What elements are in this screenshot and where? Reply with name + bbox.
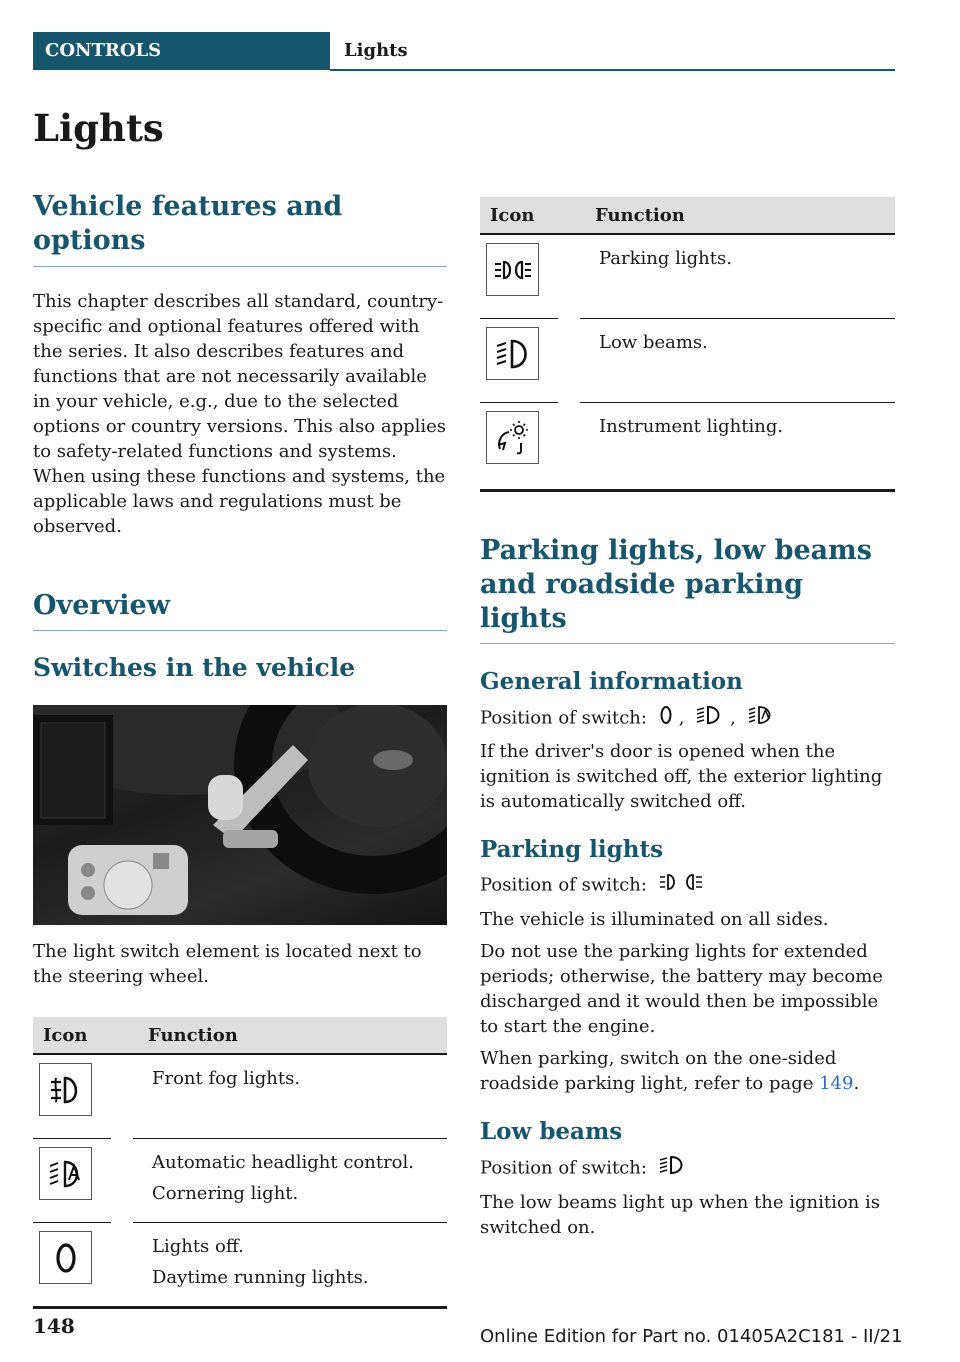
function-text: Front fog lights. [152, 1068, 301, 1090]
automatic-headlight-icon [39, 1147, 92, 1200]
header-chapter-label: Lights [344, 40, 408, 61]
page-title: Lights [33, 106, 164, 150]
parking-position-line [480, 871, 895, 900]
function-text: Lights off. [152, 1236, 244, 1258]
vehicle-features-heading: Vehicle features and options [33, 190, 447, 267]
low-beams-position-line [480, 1154, 895, 1183]
table-row [33, 1054, 447, 1139]
left-column [33, 190, 447, 1309]
function-text: Daytime running lights. [152, 1267, 369, 1289]
position-label: Position of switch: [480, 1157, 647, 1179]
right-icon-table [480, 197, 895, 492]
vehicle-features-body: This chapter describes all standard, country-specific and optional features offered with the series. It also describes features and functions that are not necessarily available in your vehicle, e.g., due to the selected options or country versions. This also applies to safety-related functions and systems. When using these functions and systems, the applicable laws and regulations must be observed. [33, 290, 447, 537]
general-position-line [480, 704, 895, 733]
function-text: Automatic headlight control. [152, 1152, 415, 1174]
general-information-heading: General information [480, 668, 743, 696]
table-header-function: Function [580, 197, 895, 234]
photo-illustration [33, 705, 447, 925]
table-header-function: Function [133, 1017, 447, 1054]
parking-body-2: Do not use the parking lights for extended periods; otherwise, the battery may become discharged and it would then be impossible to start the engine. [480, 941, 883, 1038]
parking-body-1: The vehicle is illuminated on all sides. [480, 909, 829, 931]
parking-lights-icon [486, 243, 539, 296]
function-text: Parking lights. [599, 248, 732, 269]
parking-lights-icon [659, 871, 703, 900]
edition-note: Online Edition for Part no. 01405A2C181 - II/21 [480, 1326, 903, 1347]
page-reference-link[interactable]: 149 [819, 1073, 854, 1095]
general-information-body: If the driver's door is opened when the ignition is switched off, the exterior lighting is automatically switched off. [480, 740, 883, 812]
low-beams-body: The low beams light up when the ignition is switched on. [480, 1192, 880, 1239]
table-header-icon: Icon [33, 1017, 111, 1054]
parking-section-heading: Parking lights, low beams and roadside parking lights [480, 534, 895, 644]
table-row [480, 319, 895, 403]
function-text: Cornering light. [152, 1183, 299, 1205]
function-text: Low beams. [599, 332, 708, 353]
table-row [480, 234, 895, 319]
separator: , [678, 707, 685, 729]
table-header-icon: Icon [480, 197, 558, 234]
lights-off-icon [659, 704, 673, 733]
front-fog-lights-icon [39, 1063, 92, 1116]
separator: , [730, 707, 736, 729]
position-label: Position of switch: [480, 707, 647, 729]
table-row [480, 403, 895, 491]
low-beams-heading: Low beams [480, 1118, 623, 1146]
header-rule [330, 69, 895, 71]
parking-lights-heading: Parking lights [480, 835, 664, 863]
function-text: Instrument lighting. [599, 416, 784, 437]
lights-off-icon [39, 1231, 92, 1284]
page-header [33, 32, 895, 70]
header-section-label: CONTROLS [33, 32, 330, 70]
position-label: Position of switch: [480, 874, 647, 896]
switches-heading: Switches in the vehicle [33, 653, 356, 683]
parking-body-3: When parking, switch on the one-sided roadside parking light, refer to page 149. [480, 1048, 860, 1095]
left-icon-table [33, 1017, 447, 1309]
right-column [480, 197, 895, 1240]
low-beams-icon [486, 327, 539, 380]
table-row [33, 1139, 447, 1223]
low-beams-icon [659, 1154, 687, 1183]
overview-heading: Overview [33, 589, 447, 632]
photo-caption: The light switch element is located next to the steering wheel. [33, 941, 422, 988]
page-number: 148 [33, 1314, 75, 1338]
low-beams-icon [696, 704, 724, 733]
light-switch-photo [33, 705, 447, 925]
automatic-headlight-icon [748, 704, 776, 733]
instrument-lighting-icon [486, 411, 539, 464]
table-row [33, 1223, 447, 1308]
